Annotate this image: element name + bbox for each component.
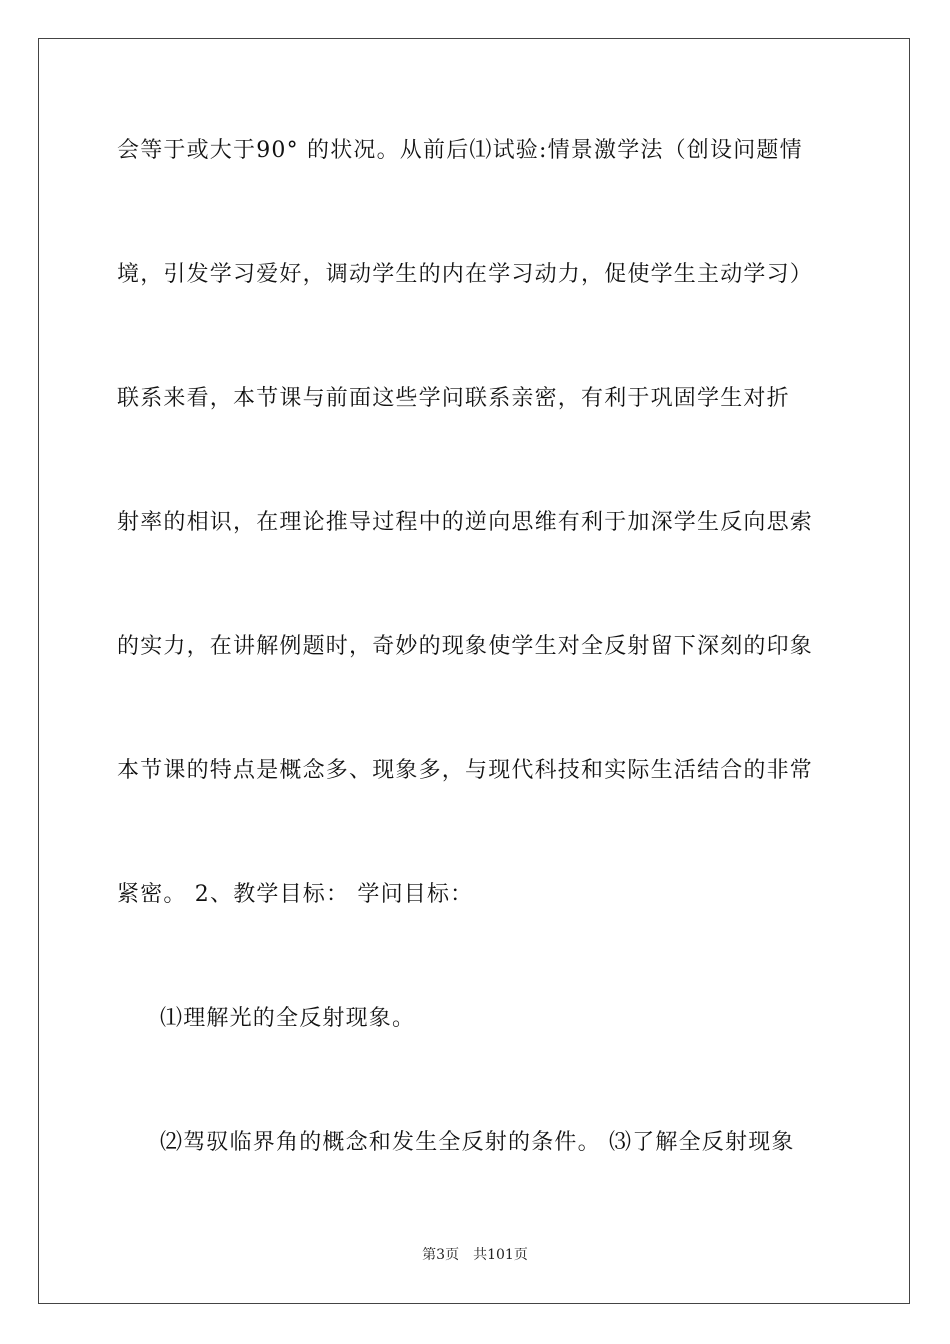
text-line: 会等于或大于90° 的状况。从前后⑴试验:情景激学法（创设问题情 (117, 138, 803, 163)
text-line: 境，引发学习爱好，调动学生的内在学习动力，促使学生主动学习） (117, 262, 814, 287)
page-footer (0, 1246, 950, 1264)
page-border (38, 38, 910, 1304)
text-line: 联系来看，本节课与前面这些学问联系亲密，有利于巩固学生对折 (117, 386, 790, 411)
page-number: 第3页 (422, 1247, 460, 1263)
text-line: 本节课的特点是概念多、现象多，与现代科技和实际生活结合的非常 (117, 758, 814, 783)
text-line: 的实力，在讲解例题时，奇妙的现象使学生对全反射留下深刻的印象 (117, 634, 814, 659)
page-total: 共101页 (473, 1247, 528, 1263)
text-line: ⑵驾驭临界角的概念和发生全反射的条件。 ⑶了解全反射现象 (160, 1130, 795, 1155)
text-line: 紧密。 2、教学目标： 学问目标： (117, 882, 474, 907)
text-line: 射率的相识，在理论推导过程中的逆向思维有利于加深学生反向思索 (117, 510, 814, 535)
text-line: ⑴理解光的全反射现象。 (160, 1006, 416, 1031)
